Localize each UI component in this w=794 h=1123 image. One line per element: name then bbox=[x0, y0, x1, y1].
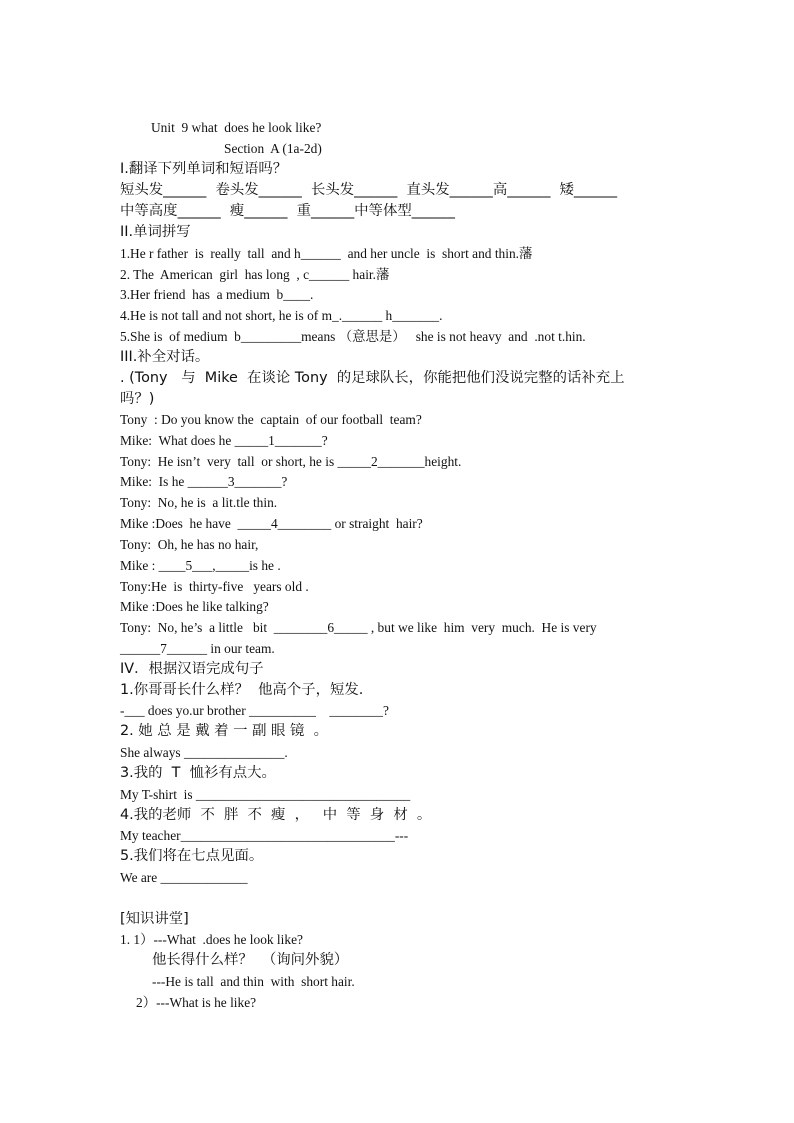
dialogue-line: Tony: No, he is a lit.tle thin. bbox=[120, 495, 278, 510]
knowledge-line-4: 2）---What is he like? bbox=[136, 995, 257, 1010]
knowledge-line-3: ---He is tall and thin with short hair. bbox=[152, 974, 355, 989]
vocab-row-1: 短头发______ 卷头发______ 长头发______ 直头发______高______ 矮______ bbox=[120, 182, 618, 198]
section-2-heading: II.单词拼写 bbox=[120, 224, 191, 240]
sentence-prompt-1: 1.你哥哥长什么样？ 他高个子，短发. bbox=[120, 682, 364, 698]
spelling-item-2: 2. The American girl has long , c______ hair.藩 bbox=[120, 267, 390, 282]
dialogue-line: Tony:He is thirty-five years old . bbox=[120, 579, 309, 594]
vocab-row-2: 中等高度______ 瘦______ 重______中等体型______ bbox=[120, 203, 455, 219]
section-3-heading: III.补全对话。 bbox=[120, 349, 210, 365]
dialogue-intro-line-2: 吗？) bbox=[120, 391, 155, 407]
dialogue-line: Mike :Does he have _____4________ or straight hair? bbox=[120, 516, 423, 531]
sentence-prompt-3: 3.我的 T 恤衫有点大。 bbox=[120, 765, 276, 781]
knowledge-line-2: 他长得什么样？ （询问外貌） bbox=[152, 952, 349, 968]
sentence-prompt-2: 2. 她 总 是 戴 着 一 副 眼 镜 。 bbox=[120, 723, 328, 739]
spelling-item-5: 5.She is of medium b_________means （意思是） she is not heavy and .not t.hin. bbox=[120, 329, 586, 344]
spelling-item-4: 4.He is not tall and not short, he is of m_.______ h_______. bbox=[120, 308, 443, 323]
sentence-prompt-5: 5.我们将在七点见面。 bbox=[120, 848, 264, 864]
knowledge-heading: [知识讲堂] bbox=[120, 911, 189, 927]
sentence-answer-5: We are _____________ bbox=[120, 870, 248, 885]
dialogue-line: Tony: No, he’s a little bit ________6_____ , but we like him very much. He is very bbox=[120, 620, 597, 635]
dialogue-line: Tony: He isn’t very tall or short, he is _____2_______height. bbox=[120, 454, 462, 469]
dialogue-line: Tony: Oh, he has no hair, bbox=[120, 537, 259, 552]
sentence-prompt-4: 4.我的老师 不 胖 不 瘦 ， 中 等 身 材 。 bbox=[120, 807, 432, 823]
dialogue-line: ______7______ in our team. bbox=[120, 641, 275, 656]
sentence-answer-1: -___ does yo.ur brother __________ ________? bbox=[120, 703, 389, 718]
section-subtitle: Section A (1a-2d) bbox=[224, 141, 322, 156]
dialogue-line: Mike: Is he ______3_______? bbox=[120, 474, 288, 489]
dialogue-intro-line-1: . (Tony 与 Mike 在谈论 Tony 的足球队长，你能把他们没说完整的话补充上 bbox=[120, 370, 625, 386]
dialogue-line: Mike: What does he _____1_______? bbox=[120, 433, 328, 448]
sentence-answer-3: My T-shirt is ________________________________ bbox=[120, 787, 411, 802]
dialogue-line: Mike :Does he like talking? bbox=[120, 599, 269, 614]
dialogue-line: Mike : ____5___,_____is he . bbox=[120, 558, 281, 573]
section-1-heading: I.翻译下列单词和短语吗？ bbox=[120, 161, 288, 177]
unit-title: Unit 9 what does he look like? bbox=[151, 120, 322, 135]
dialogue-line: Tony : Do you know the captain of our football team? bbox=[120, 412, 422, 427]
spelling-item-1: 1.He r father is really tall and h______ and her uncle is short and thin.藩 bbox=[120, 246, 533, 261]
spelling-item-3: 3.Her friend has a medium b____. bbox=[120, 287, 314, 302]
sentence-answer-2: She always _______________. bbox=[120, 745, 288, 760]
knowledge-line-1: 1. 1）---What .does he look like? bbox=[120, 932, 303, 947]
section-4-heading: IV．根据汉语完成句子 bbox=[120, 661, 264, 677]
sentence-answer-4: My teacher________________________________--- bbox=[120, 828, 409, 843]
